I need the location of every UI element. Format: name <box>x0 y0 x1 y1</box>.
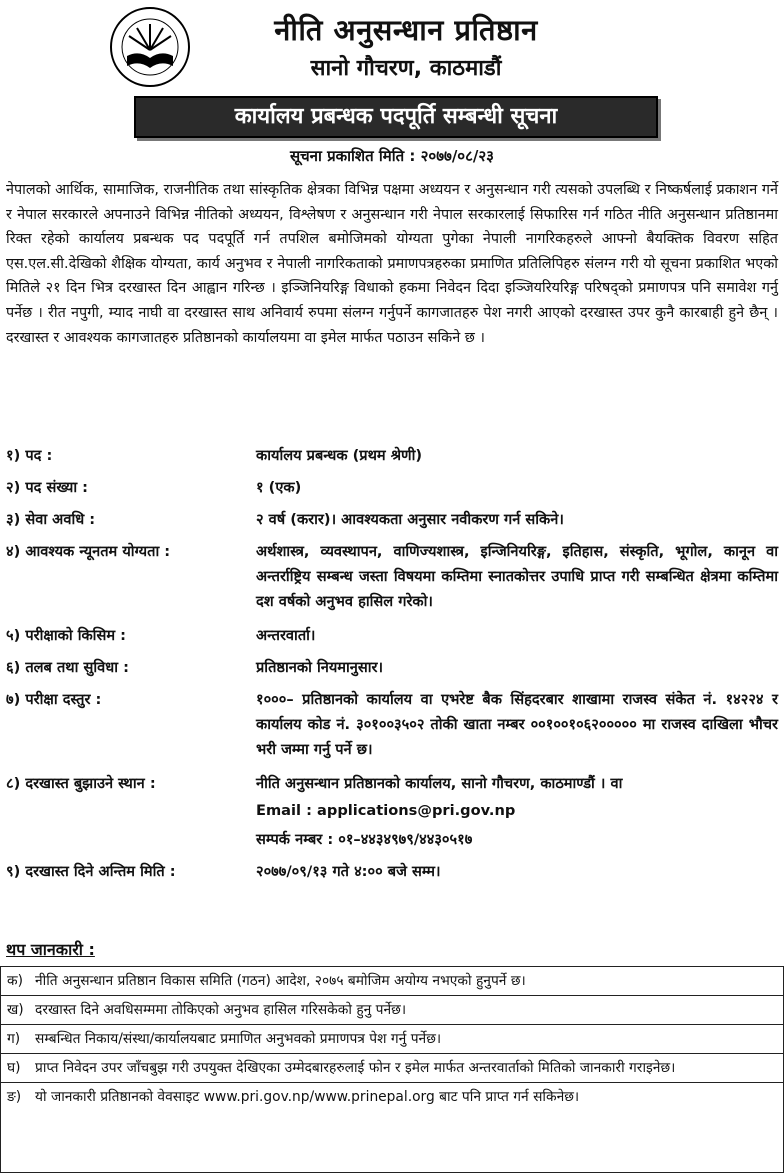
detail-value <box>256 771 778 852</box>
notice-banner: कार्यालय प्रबन्धक पदपूर्ति सम्बन्धी सूचना <box>134 96 658 138</box>
note-text: सम्बन्धित निकाय/संस्था/कार्यालयबाट प्रमाणित अनुभवको प्रमाणपत्र पेश गर्नु पर्नेछ। <box>35 1031 442 1047</box>
detail-label: २) पद संख्या : <box>6 479 89 496</box>
detail-label: ३) सेवा अवधि : <box>6 511 96 528</box>
detail-row-count <box>6 475 778 500</box>
note-text: यो जानकारी प्रतिष्ठानको वेवसाइट www.pri.gov.np/www.prinepal.org बाट पनि प्राप्त गर्न सकिनेछ। <box>35 1089 580 1105</box>
detail-value: अन्तरवार्ता। <box>256 627 316 644</box>
detail-value: २ वर्ष (करार)। आवश्यकता अनुसार नवीकरण गर्न सकिने। <box>256 511 564 528</box>
notice-header <box>6 0 778 129</box>
note-key: ङ) <box>7 1089 22 1105</box>
detail-label: ७) परीक्षा दस्तुर : <box>6 691 102 708</box>
details-list <box>6 443 778 884</box>
detail-row-salary <box>6 655 778 680</box>
note-row <box>1 1083 783 1111</box>
submission-address: नीति अनुसन्धान प्रतिष्ठानको कार्यालय, सानो गौचरण, काठमाण्डौं । वा <box>256 775 623 792</box>
submission-email-link[interactable]: Email : applications@pri.gov.np <box>256 802 516 819</box>
detail-label: ४) आवश्यक न्यूनतम योग्यता : <box>6 543 171 560</box>
more-info-heading: थप जानकारी : <box>6 940 95 959</box>
detail-value: १०००– प्रतिष्ठानको कार्यालय वा एभरेष्ट बैक सिंहदरबार शाखामा राजस्व संकेत नं. १४२२४ र कार्यालय कोड नं. ३०१००३५०२ तोकी खाता नम्बर ००१००१०६२००००० मा राजस्व दाखिला भौचर भरी जम्मा गर्नु पर्ने छ। <box>256 691 778 758</box>
note-key: घ) <box>7 1060 21 1076</box>
detail-label: ८) दरखास्त बुझाउने स्थान : <box>6 775 156 792</box>
note-row <box>1 996 783 1025</box>
note-text: नीति अनुसन्धान प्रतिष्ठान विकास समिति (गठन) आदेश, २०७५ बमोजिम अयोग्य नभएको हुनुपर्ने छ। <box>35 973 526 989</box>
note-text: दरखास्त दिने अवधिसम्ममा तोकिएको अनुभव हासिल गरिसकेको हुनु पर्नेछ। <box>35 1002 407 1018</box>
detail-row-exam-type <box>6 623 778 648</box>
note-row <box>1 1025 783 1054</box>
notes-table <box>0 966 784 1173</box>
detail-label: ५) परीक्षाको किसिम : <box>6 627 126 644</box>
detail-row-submission-place <box>6 771 778 852</box>
detail-value: प्रतिष्ठानको नियमानुसार। <box>256 659 384 676</box>
detail-row-deadline <box>6 859 778 884</box>
note-text: प्राप्त निवेदन उपर जाँचबुझ गरी उपयुक्त देखिएका उम्मेदबारहरुलाई फोन र इमेल मार्फत अन्तरवार्ताको मितिको जानकारी गराइनेछ। <box>35 1060 676 1076</box>
note-key: क) <box>7 973 23 989</box>
note-key: ख) <box>7 1002 24 1018</box>
published-date: सूचना प्रकाशित मिति : २०७७/०८/२३ <box>290 147 494 165</box>
detail-row-duration <box>6 507 778 532</box>
contact-number: सम्पर्क नम्बर : ०१–४४३४९७९/४४३०५१७ <box>256 831 473 848</box>
detail-label: ६) तलब तथा सुविधा : <box>6 659 129 676</box>
detail-value: १ (एक) <box>256 479 302 496</box>
org-location: सानो गौचरण, काठमाडौं <box>310 56 502 81</box>
note-row <box>1 1054 783 1083</box>
intro-paragraph: नेपालको आर्थिक, सामाजिक, राजनीतिक तथा सांस्कृतिक क्षेत्रका विभिन्न पक्षमा अध्ययन र अनुसन्धान गरी त्यसको उपलब्धि र निष्कर्षलाई प्रकाशन गर्ने र नेपाल सरकारले अपनाउने विभिन्न नीतिको अध्ययन, विश्लेषण र अनुसन्धान गरी नेपाल सरकारलाई सिफारिस गर्न गठित नीति अनुसन्धान प्रतिष्ठानमा रिक्त रहेको कार्यालय प्रबन्धक पद पदपूर्ति गर्न तपशिल बमोजिमको योग्यता पुगेका नेपाली नागरिकहरुले आफ्नो बैयक्तिक विवरण सहित एस.एल.सी.देखिको शैक्षिक योग्यता, कार्य अनुभव र नेपाली नागरिकताको प्रमाणपत्रहरुका प्रमाणित प्रतिलिपिहरु संलग्न गरी यो सूचना प्रकाशित भएको मितिले २१ दिन भित्र दरखास्त दिन आह्वान गरिन्छ । इञ्जिनियरिङ्ग विधाको हकमा निवेदन दिदा इञ्जियरियरिङ्ग परिषद्को प्रमाणपत्र पनि समावेश गर्नु पर्नेछ । रीत नपुगी, म्याद नाघी वा दरखास्त साथ अनिवार्य रुपमा संलग्न गर्नुपर्ने कागजातहरु पेश नगरी आएको दरखास्त उपर कुनै कारबाही हुने छैन् । दरखास्त र आवश्यक कागजातहरु प्रतिष्ठानको कार्यालयमा वा इमेल मार्फत पठाउन सकिने छ । <box>6 182 778 346</box>
note-key: ग) <box>7 1031 21 1047</box>
detail-label: ९) दरखास्त दिने अन्तिम मिति : <box>6 863 176 880</box>
detail-value: २०७७/०९/१३ गते ४:०० बजे सम्म। <box>256 863 441 880</box>
org-title: नीति अनुसन्धान प्रतिष्ठान <box>274 13 538 47</box>
detail-value: कार्यालय प्रबन्धक (प्रथम श्रेणी) <box>256 447 423 464</box>
detail-row-exam-fee <box>6 687 778 762</box>
detail-value: अर्थशास्त्र, व्यवस्थापन, वाणिज्यशास्त्र, इन्जिनियरिङ्ग, इतिहास, संस्कृति, भूगोल, कानून वा अन्तर्राष्ट्रिय सम्बन्ध जस्ता विषयमा कम्तिमा स्नातकोत्तर उपाधि प्राप्त गरी सम्बन्धित क्षेत्रमा कम्तिमा दश वर्षको अनुभव हासिल गरेको। <box>256 543 778 610</box>
book-sunburst-seal-icon <box>109 6 191 88</box>
note-row <box>1 967 783 996</box>
detail-row-qualification <box>6 539 778 614</box>
detail-row-post <box>6 443 778 468</box>
detail-label: १) पद : <box>6 447 53 464</box>
